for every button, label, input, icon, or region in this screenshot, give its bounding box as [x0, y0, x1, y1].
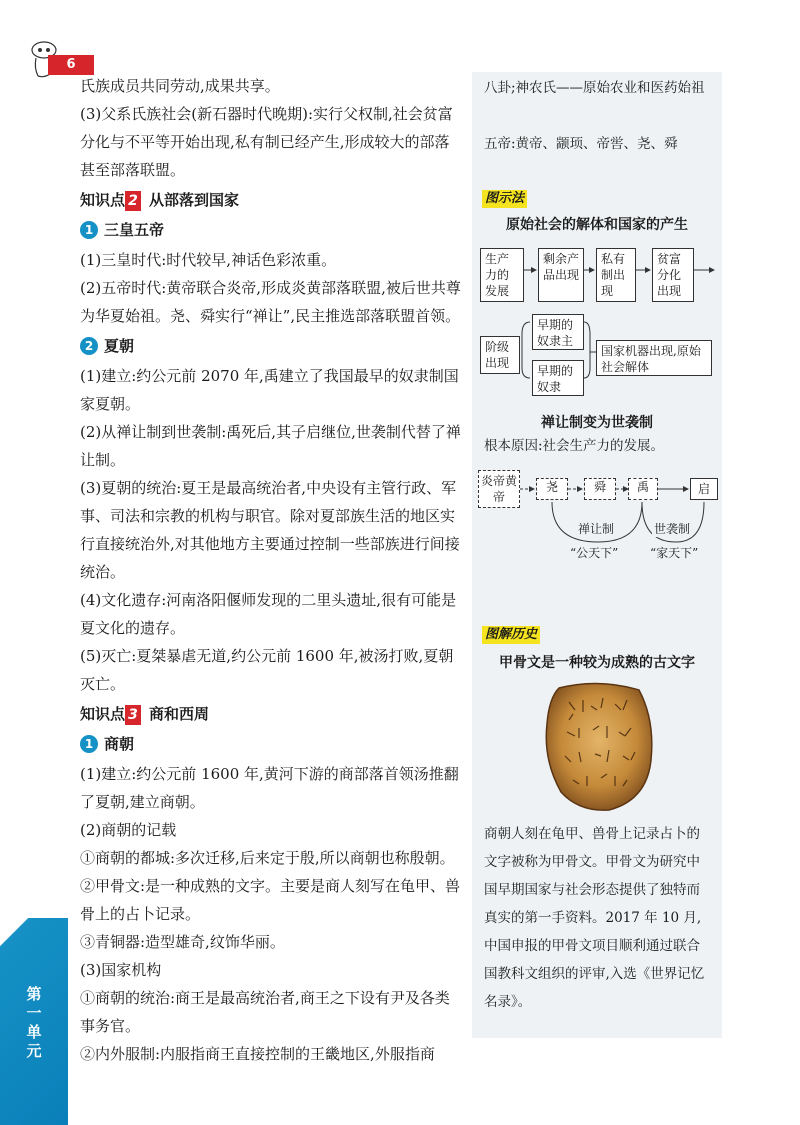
kp-prefix: 知识点 — [80, 705, 126, 723]
main-text-column — [80, 72, 464, 1068]
unit-label: 第一单元 — [26, 985, 42, 1060]
paragraph: (1)建立:约公元前 2070 年,禹建立了我国最早的奴隶制国家夏朝。 — [80, 367, 459, 413]
paragraph: (3)父系氏族社会(新石器时代晚期):实行父权制,社会贫富分化与不平等开始出现,私有制已经产生,形成较大的部落甚至部落联盟。 — [80, 105, 453, 179]
sidebar-panel — [472, 72, 722, 1038]
paragraph: (2)五帝时代:黄帝联合炎帝,形成炎黄部落联盟,被后世共尊为华夏始祖。尧、舜实行“禅让”,民主推选部落联盟首领。 — [80, 279, 461, 325]
section-title: 夏朝 — [104, 337, 135, 355]
kp-number: 2 — [125, 191, 141, 211]
paragraph: ②内外服制:内服指商王直接控制的王畿地区,外服指商 — [80, 1045, 435, 1063]
section-heading — [80, 332, 464, 360]
section-number: 1 — [80, 221, 98, 239]
chain-box: 舜 — [584, 478, 616, 500]
paragraph: (5)灭亡:夏桀暴虐无道,约公元前 1600 年,被汤打败,夏朝灭亡。 — [80, 647, 454, 693]
root-cause-text: 根本原因:社会生产力的发展。 — [484, 438, 665, 454]
paragraph: (2)商朝的记载 — [80, 821, 177, 839]
gong-tianxia-label: “公天下” — [570, 546, 619, 560]
chain-box: 禹 — [628, 478, 658, 500]
knowledge-point-2-heading — [80, 186, 464, 214]
illustration-tag: 图解历史 — [482, 626, 540, 644]
chanrang-label: 禅让制 — [578, 522, 615, 536]
flow-box-state: 国家机器出现,原始社会解体 — [596, 340, 712, 376]
section-title: 三皇五帝 — [104, 221, 165, 239]
flow-box: 贫富分化出现 — [652, 248, 694, 302]
illustration-title: 甲骨文是一种较为成熟的古文字 — [499, 655, 695, 671]
flow-box-slave: 早期的奴隶 — [532, 360, 584, 396]
diagram-title: 禅让制变为世袭制 — [541, 415, 653, 431]
oracle-bone-image — [539, 680, 657, 812]
chain-box: 尧 — [536, 478, 568, 500]
section-heading — [80, 216, 464, 244]
paragraph: ①商朝的都城:多次迁移,后来定于殷,所以商朝也称殷朝。 — [80, 849, 455, 867]
diagram-title: 原始社会的解体和国家的产生 — [506, 217, 688, 233]
section-number: 1 — [80, 735, 98, 753]
paragraph: ③青铜器:造型雄奇,纹饰华丽。 — [80, 933, 285, 951]
section-title: 商朝 — [104, 735, 135, 753]
kp-title: 商和西周 — [149, 705, 210, 723]
paragraph: (4)文化遗存:河南洛阳偃师发现的二里头遗址,很有可能是夏文化的遗存。 — [80, 591, 457, 637]
paragraph: (3)夏朝的统治:夏王是最高统治者,中央设有主管行政、军事、司法和宗教的机构与职官。除对夏部族生活的地区实行直接统治外,对其他地方主要通过控制一些部族进行间接统治。 — [80, 479, 460, 581]
paragraph: (1)三皇时代:时代较早,神话色彩浓重。 — [80, 251, 337, 269]
paragraph: 氏族成员共同劳动,成果共享。 — [80, 77, 280, 95]
diagram-method-tag: 图示法 — [482, 190, 527, 208]
section-number: 2 — [80, 337, 98, 355]
paragraph: ①商朝的统治:商王是最高统治者,商王之下设有尹及各类事务官。 — [80, 989, 450, 1035]
page-number: 6 — [48, 55, 94, 75]
chain-arcs — [472, 72, 722, 562]
flow-box: 私有制出现 — [596, 248, 636, 302]
paragraph: ②甲骨文:是一种成熟的文字。主要是商人刻写在龟甲、兽骨上的占卜记录。 — [80, 877, 461, 923]
paragraph: (3)国家机构 — [80, 961, 162, 979]
knowledge-point-3-heading — [80, 700, 464, 728]
oracle-caption: 商朝人刻在龟甲、兽骨上记录占卜的文字被称为甲骨文。甲骨文为研究中国早期国家与社会形态提供了独特而真实的第一手资料。2017 年 10 月,中国申报的甲骨文项目顺利通过联合国教科文组织的评审,入选《世界记忆名录》。 — [484, 826, 705, 1010]
jia-tianxia-label: “家天下” — [650, 546, 699, 560]
flow-box-slaveowner: 早期的奴隶主 — [532, 314, 584, 350]
kp-number: 3 — [125, 705, 141, 725]
paragraph: (1)建立:约公元前 1600 年,黄河下游的商部落首领汤推翻了夏朝,建立商朝。 — [80, 765, 459, 811]
kp-prefix: 知识点 — [80, 191, 126, 209]
flow-box: 剩余产品出现 — [538, 248, 584, 302]
shixi-label: 世袭制 — [654, 522, 691, 536]
sidebar-text: 五帝:黄帝、颛顼、帝喾、尧、舜 — [484, 136, 678, 152]
flow-box: 生产力的发展 — [480, 248, 524, 302]
flow-box-class: 阶级出现 — [480, 336, 520, 374]
paragraph: (2)从禅让制到世袭制:禹死后,其子启继位,世袭制代替了禅让制。 — [80, 423, 461, 469]
chain-box: 炎帝黄帝 — [478, 470, 520, 508]
chain-box-qi: 启 — [690, 478, 718, 500]
kp-title: 从部落到国家 — [149, 191, 240, 209]
section-heading — [80, 730, 464, 758]
sidebar-text: 八卦;神农氏——原始农业和医药始祖 — [484, 80, 705, 96]
